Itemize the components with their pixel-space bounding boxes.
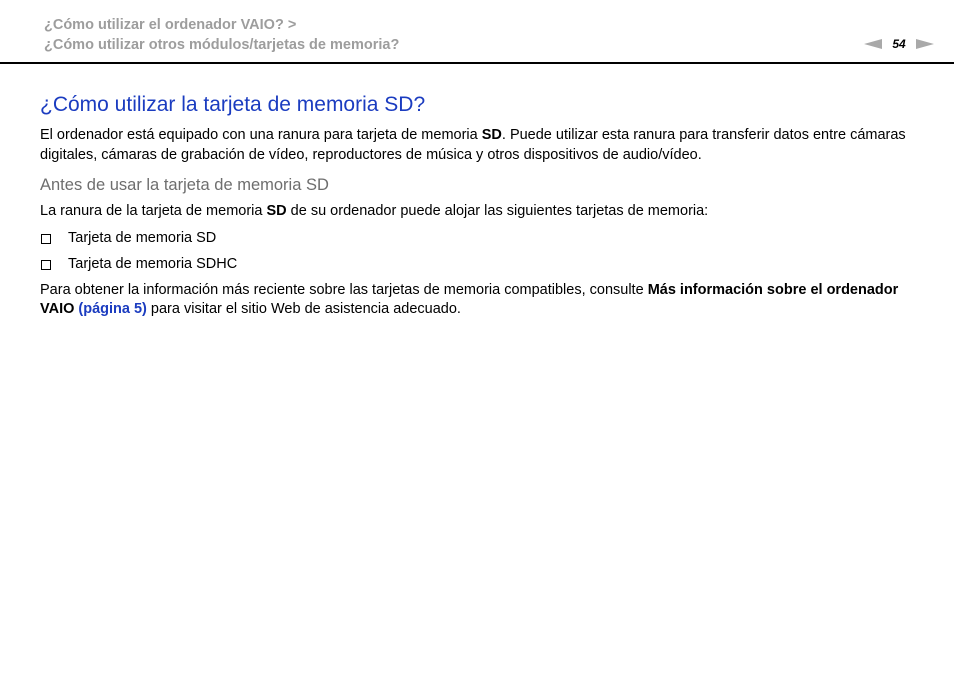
triangle-right-icon[interactable]	[916, 39, 934, 49]
intro-text-a: El ordenador está equipado con una ranura para tarjeta de memoria	[40, 127, 482, 143]
breadcrumb-line-2[interactable]: ¿Cómo utilizar otros módulos/tarjetas de memoria?	[44, 37, 400, 53]
list-item	[40, 229, 920, 249]
page-header	[0, 0, 954, 64]
more-info-bold: Más información sobre el ordenador VAIO	[40, 281, 899, 317]
section-subheading: Antes de usar la tarjeta de memoria SD	[40, 176, 329, 194]
memory-card-list	[40, 229, 920, 275]
slot-text-a: La ranura de la tarjeta de memoria	[40, 203, 267, 219]
more-info-paragraph	[40, 281, 920, 320]
intro-paragraph	[40, 126, 920, 165]
slot-paragraph	[40, 202, 920, 222]
checkbox-square-icon	[41, 260, 51, 270]
slot-bold-sd: SD	[266, 203, 287, 219]
page-title: ¿Cómo utilizar la tarjeta de memoria SD?	[40, 93, 426, 116]
page-navigation	[864, 37, 934, 51]
intro-bold-sd: SD	[481, 127, 502, 143]
checkbox-square-icon	[41, 234, 51, 244]
list-item	[40, 255, 920, 275]
page-5-link[interactable]: (página 5)	[78, 301, 147, 317]
list-item-label: Tarjeta de memoria SDHC	[68, 255, 238, 272]
slot-text-b: de su ordenador puede alojar las siguientes tarjetas de memoria:	[286, 203, 709, 219]
triangle-left-icon[interactable]	[864, 39, 882, 49]
more-info-text-a: Para obtener la información más reciente sobre las tarjetas de memoria compatibles, consulte	[40, 281, 648, 298]
page-number: 54	[892, 37, 906, 51]
intro-text-b: . Puede utilizar esta ranura para transferir datos entre cámaras digitales, cámaras de grabación de vídeo, reproductores de música y otros dispositivos de audio/vídeo.	[40, 127, 906, 163]
breadcrumb-line-1[interactable]: ¿Cómo utilizar el ordenador VAIO? >	[44, 17, 297, 33]
breadcrumb	[44, 15, 399, 55]
more-info-text-b: para visitar el sitio Web de asistencia adecuado.	[146, 301, 461, 317]
list-item-label: Tarjeta de memoria SD	[68, 229, 217, 246]
header-divider	[0, 62, 954, 64]
main-content	[40, 92, 920, 320]
